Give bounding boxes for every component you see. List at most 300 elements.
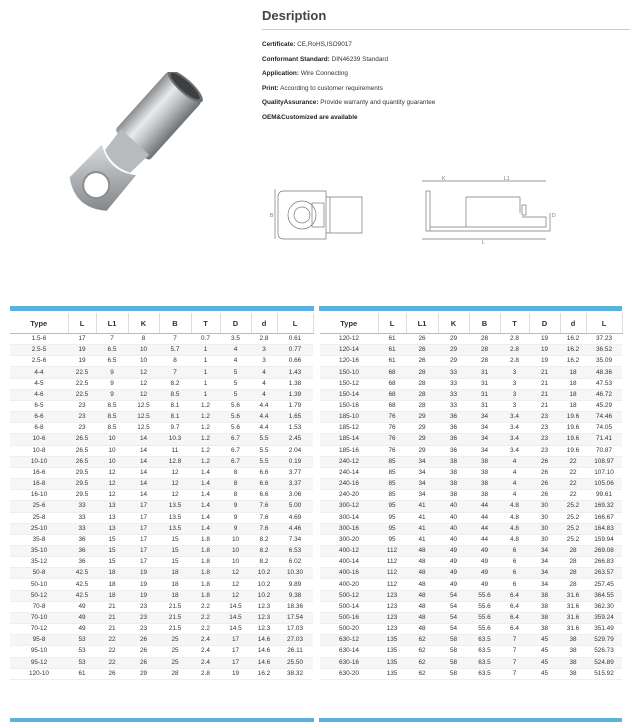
- table-cell: 12: [128, 389, 159, 400]
- table-cell: 19: [68, 345, 96, 356]
- table-cell: 33: [68, 523, 96, 534]
- table-cell: 4: [251, 389, 277, 400]
- column-header: Type: [10, 313, 68, 334]
- table-cell: 4.4: [251, 400, 277, 411]
- table-cell: 8.1: [159, 400, 191, 411]
- table-cell: 21: [96, 612, 128, 623]
- table-cell: 42.5: [68, 579, 96, 590]
- table-cell: 6: [500, 579, 529, 590]
- table-cell: 40: [438, 512, 469, 523]
- table-cell: 0.7: [191, 334, 220, 345]
- table-cell: 500-12: [320, 590, 378, 601]
- table-cell: 58: [438, 635, 469, 646]
- table-cell: 68: [378, 400, 406, 411]
- table-cell: 30: [529, 523, 560, 534]
- table-row: [320, 579, 622, 590]
- table-cell: 17: [220, 646, 251, 657]
- table-cell: 515.92: [586, 668, 622, 679]
- table-cell: 15: [96, 557, 128, 568]
- table-cell: 529.79: [586, 635, 622, 646]
- table-cell: 38: [560, 657, 586, 668]
- table-cell: 38: [438, 490, 469, 501]
- table-cell: 4-5: [10, 378, 68, 389]
- spec-print: Print: According to customer requirements: [262, 84, 383, 92]
- table-cell: 16-10: [10, 490, 68, 501]
- table-cell: 1.8: [191, 579, 220, 590]
- table-cell: 62: [406, 635, 438, 646]
- table-cell: 63.5: [469, 668, 500, 679]
- table-cell: 27.03: [277, 635, 313, 646]
- table-cell: 36: [68, 545, 96, 556]
- table-cell: 49: [469, 568, 500, 579]
- table-cell: 50-10: [10, 579, 68, 590]
- table-cell: 240-16: [320, 479, 378, 490]
- table-row: [320, 512, 622, 523]
- table-cell: 18: [96, 590, 128, 601]
- table-cell: 6: [500, 545, 529, 556]
- table-row: [320, 635, 622, 646]
- table-cell: 17: [128, 523, 159, 534]
- table-cell: 35.09: [586, 356, 622, 367]
- table-cell: 23: [128, 624, 159, 635]
- table-row: [320, 557, 622, 568]
- table-cell: 14.6: [251, 657, 277, 668]
- table-cell: 1.38: [277, 378, 313, 389]
- table-row: [320, 590, 622, 601]
- table-cell: 19: [128, 579, 159, 590]
- table-cell: 38: [469, 479, 500, 490]
- spec-quality: QualityAssurance: Provide warranty and quantity guarantee: [262, 99, 436, 107]
- spec-table-left: [10, 313, 314, 680]
- table-cell: 12: [159, 479, 191, 490]
- table-cell: 2.4: [191, 657, 220, 668]
- table-cell: 26: [96, 668, 128, 679]
- table-cell: 300-20: [320, 534, 378, 545]
- table-cell: 120-16: [320, 356, 378, 367]
- table-cell: 185-16: [320, 445, 378, 456]
- table-cell: 3.4: [500, 445, 529, 456]
- table-cell: 1.43: [277, 367, 313, 378]
- table-cell: 8.1: [159, 412, 191, 423]
- table-cell: 18: [159, 568, 191, 579]
- table-cell: 44: [469, 534, 500, 545]
- table-cell: 524.89: [586, 657, 622, 668]
- table-cell: 29.5: [68, 490, 96, 501]
- table-cell: 364.55: [586, 590, 622, 601]
- table-cell: 14.5: [220, 624, 251, 635]
- table-cell: 135: [378, 657, 406, 668]
- table-row: [10, 534, 313, 545]
- table-cell: 12: [220, 568, 251, 579]
- table-cell: 19: [128, 590, 159, 601]
- table-cell: 185-12: [320, 423, 378, 434]
- table-cell: 31.6: [560, 612, 586, 623]
- table-cell: 8.5: [96, 400, 128, 411]
- column-header: K: [128, 313, 159, 334]
- table-row: [10, 624, 313, 635]
- table-cell: 34: [406, 456, 438, 467]
- table-cell: 112: [378, 568, 406, 579]
- table-row: [320, 490, 622, 501]
- table-cell: 41: [406, 501, 438, 512]
- table-cell: 8.2: [251, 534, 277, 545]
- table-cell: 38: [469, 467, 500, 478]
- table-cell: 62: [406, 646, 438, 657]
- table-cell: 12: [96, 467, 128, 478]
- table-cell: 9: [220, 501, 251, 512]
- table-row: [320, 534, 622, 545]
- table-cell: 26.5: [68, 456, 96, 467]
- table-cell: 1.2: [191, 423, 220, 434]
- table-cell: 63.5: [469, 635, 500, 646]
- table-cell: 1.4: [191, 467, 220, 478]
- table-cell: 21: [96, 601, 128, 612]
- table-cell: 37.23: [586, 334, 622, 345]
- table-cell: 1.2: [191, 412, 220, 423]
- table-cell: 9: [220, 512, 251, 523]
- description-title: Desription: [262, 8, 327, 23]
- table-cell: 7: [159, 367, 191, 378]
- table-cell: 169.32: [586, 501, 622, 512]
- column-header: d: [251, 313, 277, 334]
- table-cell: 49: [68, 612, 96, 623]
- table-cell: 185-14: [320, 434, 378, 445]
- table-cell: 25: [159, 646, 191, 657]
- table-cell: 19.6: [560, 412, 586, 423]
- table-cell: 28: [159, 668, 191, 679]
- table-bottom-bar-right: [319, 718, 622, 722]
- table-cell: 166.67: [586, 512, 622, 523]
- table-cell: 630-14: [320, 646, 378, 657]
- table-cell: 22.5: [68, 367, 96, 378]
- table-cell: 7.6: [251, 523, 277, 534]
- table-cell: 105.06: [586, 479, 622, 490]
- table-cell: 30: [529, 534, 560, 545]
- table-cell: 85: [378, 467, 406, 478]
- table-cell: 12: [159, 467, 191, 478]
- table-cell: 33: [438, 378, 469, 389]
- table-cell: 22: [560, 456, 586, 467]
- table-cell: 49: [438, 568, 469, 579]
- table-cell: 29.5: [68, 479, 96, 490]
- column-header: L: [277, 313, 313, 334]
- table-row: [10, 601, 313, 612]
- table-cell: 120-12: [320, 334, 378, 345]
- table-cell: 9.7: [159, 423, 191, 434]
- table-cell: 4: [251, 378, 277, 389]
- table-cell: 76: [378, 412, 406, 423]
- table-cell: 9: [220, 523, 251, 534]
- table-cell: 28: [560, 557, 586, 568]
- table-cell: 44: [469, 512, 500, 523]
- table-cell: 36.52: [586, 345, 622, 356]
- table-cell: 8: [220, 467, 251, 478]
- table-cell: 12.3: [251, 601, 277, 612]
- table-cell: 17: [220, 635, 251, 646]
- table-cell: 107.10: [586, 467, 622, 478]
- table-cell: 10: [128, 345, 159, 356]
- table-cell: 16.2: [251, 668, 277, 679]
- table-cell: 6.4: [500, 612, 529, 623]
- table-cell: 14: [128, 445, 159, 456]
- table-cell: 71.41: [586, 434, 622, 445]
- table-cell: 0.66: [277, 356, 313, 367]
- table-cell: 63.5: [469, 657, 500, 668]
- table-cell: 17: [68, 334, 96, 345]
- table-cell: 22: [560, 490, 586, 501]
- table-cell: 26: [406, 345, 438, 356]
- table-cell: 21: [529, 389, 560, 400]
- table-cell: 45: [529, 635, 560, 646]
- table-cell: 13.5: [159, 512, 191, 523]
- table-cell: 21: [529, 400, 560, 411]
- table-cell: 630-20: [320, 668, 378, 679]
- table-cell: 48: [406, 545, 438, 556]
- table-cell: 266.83: [586, 557, 622, 568]
- table-cell: 400-14: [320, 557, 378, 568]
- table-row: [10, 356, 313, 367]
- table-cell: 2.8: [500, 345, 529, 356]
- table-cell: 7: [500, 668, 529, 679]
- table-row: [320, 568, 622, 579]
- table-cell: 2.5-5: [10, 345, 68, 356]
- table-cell: 12.3: [251, 612, 277, 623]
- table-cell: 26: [406, 356, 438, 367]
- table-row: [320, 467, 622, 478]
- table-cell: 19: [529, 356, 560, 367]
- table-cell: 49: [68, 624, 96, 635]
- table-cell: 22: [96, 657, 128, 668]
- table-cell: 1: [191, 345, 220, 356]
- table-cell: 42.5: [68, 568, 96, 579]
- table-cell: 40: [438, 501, 469, 512]
- table-row: [320, 501, 622, 512]
- table-cell: 36: [68, 557, 96, 568]
- table-row: [10, 334, 313, 345]
- table-cell: 13: [96, 501, 128, 512]
- table-row: [320, 668, 622, 679]
- table-row: [10, 345, 313, 356]
- table-cell: 31: [469, 389, 500, 400]
- table-cell: 48: [406, 624, 438, 635]
- table-cell: 55.6: [469, 590, 500, 601]
- table-cell: 1.8: [191, 557, 220, 568]
- diagram-label-d: D: [552, 213, 556, 219]
- table-cell: 108.97: [586, 456, 622, 467]
- column-header: T: [500, 313, 529, 334]
- table-row: [320, 545, 622, 556]
- table-cell: 31: [469, 367, 500, 378]
- table-cell: 4.8: [500, 512, 529, 523]
- table-cell: 16-6: [10, 467, 68, 478]
- table-cell: 0.77: [277, 345, 313, 356]
- table-cell: 41: [406, 534, 438, 545]
- title-divider: [262, 29, 630, 30]
- table-cell: 29: [438, 334, 469, 345]
- table-cell: 68: [378, 389, 406, 400]
- table-cell: 28: [406, 400, 438, 411]
- table-cell: 23: [529, 423, 560, 434]
- table-cell: 15: [159, 557, 191, 568]
- table-cell: 1.65: [277, 412, 313, 423]
- table-row: [10, 512, 313, 523]
- table-cell: 17: [128, 545, 159, 556]
- table-cell: 19: [529, 345, 560, 356]
- table-cell: 28: [469, 356, 500, 367]
- table-cell: 70.87: [586, 445, 622, 456]
- table-cell: 61: [378, 356, 406, 367]
- table-cell: 8.5: [96, 423, 128, 434]
- table-cell: 17: [128, 534, 159, 545]
- diagram-label-l: L: [482, 240, 485, 245]
- table-cell: 23: [529, 412, 560, 423]
- spec-standard: Conformant Standard: DIN46239 Standard: [262, 55, 389, 63]
- table-cell: 4: [220, 345, 251, 356]
- table-cell: 5.5: [251, 434, 277, 445]
- table-cell: 74.46: [586, 412, 622, 423]
- table-cell: 164.83: [586, 523, 622, 534]
- table-cell: 9.89: [277, 579, 313, 590]
- table-header-row: [10, 313, 313, 334]
- table-cell: 11: [159, 445, 191, 456]
- column-header: B: [469, 313, 500, 334]
- table-cell: 159.94: [586, 534, 622, 545]
- table-cell: 26: [529, 456, 560, 467]
- table-cell: 9.38: [277, 590, 313, 601]
- table-cell: 23: [68, 400, 96, 411]
- table-cell: 14.6: [251, 635, 277, 646]
- table-row: [320, 356, 622, 367]
- table-cell: 3.37: [277, 479, 313, 490]
- table-cell: 4-4: [10, 367, 68, 378]
- table-cell: 18: [159, 590, 191, 601]
- table-cell: 1.8: [191, 534, 220, 545]
- diagram-label-k: K: [442, 176, 446, 182]
- table-cell: 3.4: [500, 434, 529, 445]
- table-cell: 29.5: [68, 467, 96, 478]
- table-cell: 48.36: [586, 367, 622, 378]
- table-cell: 23: [529, 434, 560, 445]
- table-cell: 54: [438, 624, 469, 635]
- table-row: [10, 657, 313, 668]
- table-cell: 3.77: [277, 467, 313, 478]
- table-cell: 34: [469, 423, 500, 434]
- table-cell: 8.5: [159, 389, 191, 400]
- table-cell: 4: [500, 490, 529, 501]
- table-cell: 21: [529, 378, 560, 389]
- spec-list: [262, 38, 435, 126]
- table-row: [10, 557, 313, 568]
- table-cell: 23: [529, 445, 560, 456]
- table-cell: 4.4: [251, 423, 277, 434]
- table-cell: 5.00: [277, 501, 313, 512]
- table-header-row: [320, 313, 622, 334]
- table-cell: 10: [220, 545, 251, 556]
- table-cell: 54: [438, 590, 469, 601]
- table-cell: 46.72: [586, 389, 622, 400]
- table-cell: 34: [529, 579, 560, 590]
- table-row: [10, 423, 313, 434]
- table-cell: 6.5: [96, 345, 128, 356]
- table-cell: 10.2: [251, 590, 277, 601]
- table-cell: 26: [128, 657, 159, 668]
- table-cell: 18: [96, 579, 128, 590]
- table-cell: 26: [529, 467, 560, 478]
- diagram-label-b: B: [270, 213, 274, 219]
- table-cell: 17.54: [277, 612, 313, 623]
- table-cell: 5: [220, 389, 251, 400]
- table-cell: 29: [406, 434, 438, 445]
- table-cell: 28: [406, 389, 438, 400]
- table-cell: 6.5: [96, 356, 128, 367]
- table-cell: 42.5: [68, 590, 96, 601]
- table-cell: 38: [529, 624, 560, 635]
- table-row: [320, 523, 622, 534]
- table-cell: 10-10: [10, 456, 68, 467]
- table-cell: 18: [96, 568, 128, 579]
- table-cell: 17.03: [277, 624, 313, 635]
- table-cell: 95: [378, 523, 406, 534]
- table-row: [10, 635, 313, 646]
- table-cell: 49: [68, 601, 96, 612]
- table-cell: 257.45: [586, 579, 622, 590]
- table-cell: 26: [128, 646, 159, 657]
- table-cell: 8: [220, 479, 251, 490]
- table-cell: 34: [406, 490, 438, 501]
- table-cell: 28: [469, 334, 500, 345]
- table-cell: 1.8: [191, 568, 220, 579]
- table-cell: 47.53: [586, 378, 622, 389]
- table-cell: 13.5: [159, 501, 191, 512]
- table-cell: 6.4: [500, 590, 529, 601]
- table-cell: 38: [560, 646, 586, 657]
- table-row: [10, 646, 313, 657]
- table-cell: 14: [128, 434, 159, 445]
- table-row: [320, 345, 622, 356]
- column-header: T: [191, 313, 220, 334]
- table-cell: 135: [378, 635, 406, 646]
- table-cell: 21.5: [159, 601, 191, 612]
- table-row: [320, 412, 622, 423]
- table-cell: 240-20: [320, 490, 378, 501]
- table-cell: 1.4: [191, 523, 220, 534]
- table-cell: 8: [128, 334, 159, 345]
- table-cell: 6: [500, 557, 529, 568]
- table-cell: 54: [438, 601, 469, 612]
- table-cell: 2.4: [191, 635, 220, 646]
- table-cell: 55.6: [469, 601, 500, 612]
- table-cell: 16.2: [560, 356, 586, 367]
- table-cell: 8: [159, 356, 191, 367]
- table-cell: 6.6: [251, 490, 277, 501]
- table-cell: 6.6: [251, 467, 277, 478]
- table-cell: 28: [560, 568, 586, 579]
- table-row: [10, 568, 313, 579]
- column-header: L: [68, 313, 96, 334]
- table-cell: 185-10: [320, 412, 378, 423]
- table-cell: 1.8: [191, 590, 220, 601]
- table-row: [10, 378, 313, 389]
- table-cell: 4: [251, 367, 277, 378]
- table-cell: 12: [220, 590, 251, 601]
- table-cell: 38: [529, 612, 560, 623]
- table-cell: 2.45: [277, 434, 313, 445]
- table-cell: 25.50: [277, 657, 313, 668]
- table-cell: 34: [469, 445, 500, 456]
- table-cell: 2.5-6: [10, 356, 68, 367]
- table-cell: 12.5: [128, 412, 159, 423]
- table-cell: 26: [529, 479, 560, 490]
